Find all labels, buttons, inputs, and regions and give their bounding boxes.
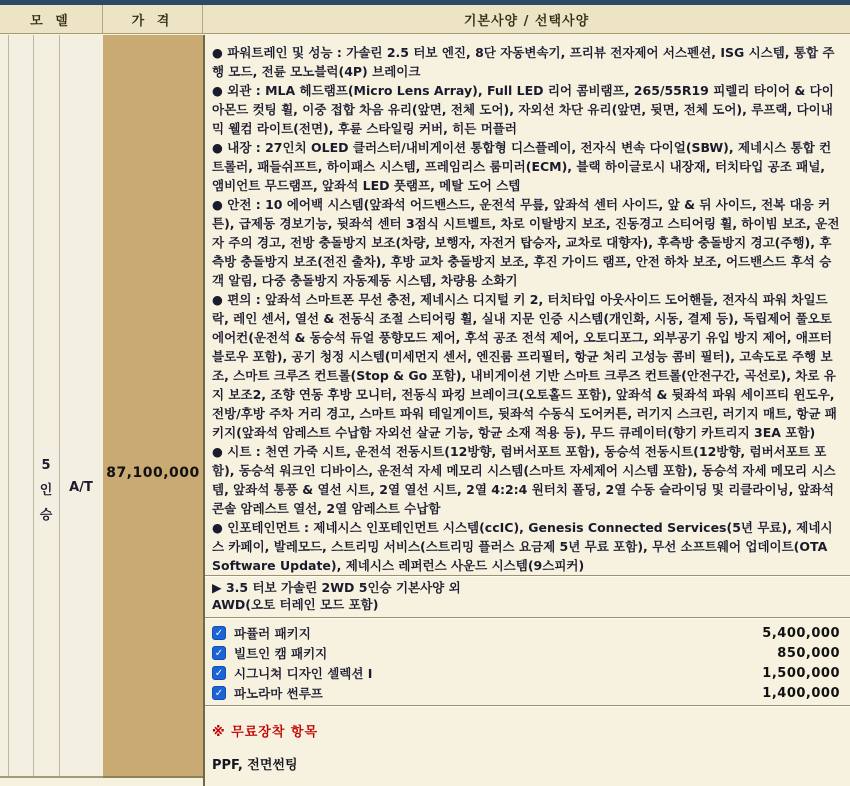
option-price: 1,400,000 — [762, 685, 840, 701]
spec-exterior: ● 외관 : MLA 헤드램프(Micro Lens Array), Full LED 리어 콤비램프, 265/55R19 피렐리 타이어 & 다이아몬드 컷팅 휠, 이중 접합 차음 유리(앞면, 전체 도어), 자외선 차단 유리(앞면, 뒷면, 전체 도어), 루프랙, 다이내믹 웰컴 라이트(전면), 후륜 스타일링 커버, 히든 머플러 — [212, 83, 834, 136]
spec-infotainment: ● 인포테인먼트 : 제네시스 인포테인먼트 시스템(ccIC), Genesis Connected Services(5년 무료), 제네시스 카페이, 발레모드, 스트리밍 서비스(스트리밍 플러스 요금제 5년 무료 포함), 무선 소프트웨어 업데이트(OTA Software Update), 제네시스 레퍼런스 사운드 시스템(9스피커) — [212, 520, 833, 573]
vehicle-price: 87,100,000 — [106, 465, 200, 481]
option-price: 850,000 — [777, 645, 840, 661]
spec-interior: ● 내장 : 27인치 OLED 클러스터/내비게이션 통합형 디스플레이, 전자식 변속 다이얼(SBW), 제네시스 통합 컨트롤러, 패들쉬프트, 하이패스 시스템, 프레임리스 룸미러(ECM), 블랙 하이글로시 내장재, 터치타입 공조 패널, 앰비언트 무드램프, 앞좌석 LED 풋램프, 메탈 도어 스텝 — [212, 140, 832, 193]
spec-powertrain: ● 파워트레인 및 성능 : 가솔린 2.5 터보 엔진, 8단 자동변속기, 프리뷰 전자제어 서스펜션, ISG 시스템, 통합 주행 모드, 전륜 모노블럭(4P) 브레이크 — [212, 45, 835, 79]
checkbox-checked-icon[interactable] — [212, 666, 226, 680]
free-install-section — [210, 707, 840, 773]
header-base-optional-spec: 기본사양 / 선택사양 — [463, 13, 590, 29]
check-glyph: ✓ — [214, 687, 224, 699]
option-row — [212, 643, 840, 663]
option-row — [212, 623, 840, 643]
free-install-items: PPF, 전면썬팅 — [212, 758, 298, 773]
option-label: 시그니쳐 디자인 셀렉션 I — [234, 666, 373, 681]
price-column — [103, 35, 203, 778]
option-label: 파퓰러 패키지 — [234, 626, 311, 641]
header-price: 가 격 — [103, 5, 203, 33]
trim-note-line: AWD(오토 터레인 모드 포함) — [212, 597, 379, 612]
checkbox-checked-icon[interactable] — [212, 646, 226, 660]
option-price: 5,400,000 — [762, 625, 840, 641]
checkbox-checked-icon[interactable] — [212, 686, 226, 700]
table-body — [0, 35, 850, 786]
model-column — [0, 35, 103, 778]
spec-column — [203, 35, 850, 786]
seating-capacity — [33, 453, 59, 528]
seating-char: 인 — [39, 483, 53, 498]
option-row — [212, 663, 840, 683]
option-row — [212, 683, 840, 703]
option-label: 파노라마 썬루프 — [234, 686, 323, 701]
free-install-heading: ※ 무료장착 항목 — [212, 725, 319, 740]
check-glyph: ✓ — [214, 647, 224, 659]
grid-line — [8, 35, 9, 776]
header-model: 모 델 — [0, 5, 103, 33]
trim-base-note — [210, 577, 840, 617]
table-header — [0, 5, 850, 34]
spec-convenience: ● 편의 : 앞좌석 스마트폰 무선 충전, 제네시스 디지털 키 2, 터치타입 아웃사이드 도어핸들, 전자식 파워 차일드 락, 레인 센서, 열선 & 전동식 조절 스티어링 휠, 실내 지문 인증 시스템(개인화, 시동, 결제 등), 독립제어 풀오토 에어컨(운전석 & 동승석 듀얼 풍향모드 제어, 후석 공조 전석 제어, 오토디포그, 외부공기 유입 방지 제어, 애프터 블로우 포함), 공기 청정 시스템(미세먼지 센서, 엔진룸 프리필터, 항균 처리 고성능 콤비 필터), 고속도로 주행 보조, 스마트 크루즈 컨트롤(Stop & Go 포함), 내비게이션 기반 스마트 크루즈 컨트롤(안전구간, 곡선로), 차로 유지 보조2, 조향 연동 후방 모니터, 전동식 파킹 브레이크(오토홀드 포함), 앞좌석 & 뒷좌석 파워 세이프티 윈도우, 전방/후방 주차 거리 경고, 스마트 파워 테일게이트, 뒷좌석 수동식 도어커튼, 러기지 스크린, 러기지 매트, 항균 패키지(앞좌석 암레스트 수납함 자외선 살균 기능, 항균 소재 적용 등), 무드 큐레이터(향기 카트리지 3EA 포함) — [212, 292, 837, 440]
base-spec-text — [210, 41, 840, 575]
transmission-value: A/T — [69, 480, 93, 495]
seating-char: 승 — [39, 508, 53, 523]
spec-safety: ● 안전 : 10 에어백 시스템(앞좌석 어드밴스드, 운전석 무릎, 앞좌석 센터 사이드, 앞 & 뒤 사이드, 전복 대응 커튼), 급제동 경보기능, 뒷좌석 센터 3점식 시트벨트, 차로 이탈방지 보조, 진동경고 스티어링 휠, 하이빔 보조, 운전자 주의 경고, 전방 충돌방지 보조(차량, 보행자, 자전거 탑승자, 교차로 대향자), 후측방 충돌방지 경고(주행), 후측방 충돌방지 보조(전진 출차), 후방 교차 충돌방지 보조, 후진 가이드 램프, 안전 하차 보조, 어드밴스드 후석 승객 알림, 다중 충돌방지 자동제동 시스템, 차량용 소화기 — [212, 197, 840, 288]
grid-line — [59, 35, 60, 776]
trim-note-line: ▶ 3.5 터보 가솔린 2WD 5인승 기본사양 외 — [212, 580, 461, 595]
seating-char: 5 — [41, 458, 51, 473]
grid-line — [33, 35, 34, 776]
checkbox-checked-icon[interactable] — [212, 626, 226, 640]
check-glyph: ✓ — [214, 667, 224, 679]
check-glyph: ✓ — [214, 627, 224, 639]
option-list — [210, 619, 840, 705]
option-label: 빌트인 캠 패키지 — [234, 646, 328, 661]
spec-seat: ● 시트 : 천연 가죽 시트, 운전석 전동시트(12방향, 럼버서포트 포함), 동승석 전동시트(12방향, 럼버서포트 포함), 동승석 워크인 디바이스, 운전석 자세 메모리 시스템(스마트 자세제어 시스템 포함), 동승석 자세 메모리 시스템, 앞좌석 통풍 & 열선 시트, 2열 열선 시트, 2열 4:2:4 원터치 폴딩, 2열 수동 슬라이딩 및 리클라이닝, 앞좌석 콘솔 암레스트 열선, 2열 암레스트 수납함 — [212, 444, 836, 516]
option-price: 1,500,000 — [762, 665, 840, 681]
